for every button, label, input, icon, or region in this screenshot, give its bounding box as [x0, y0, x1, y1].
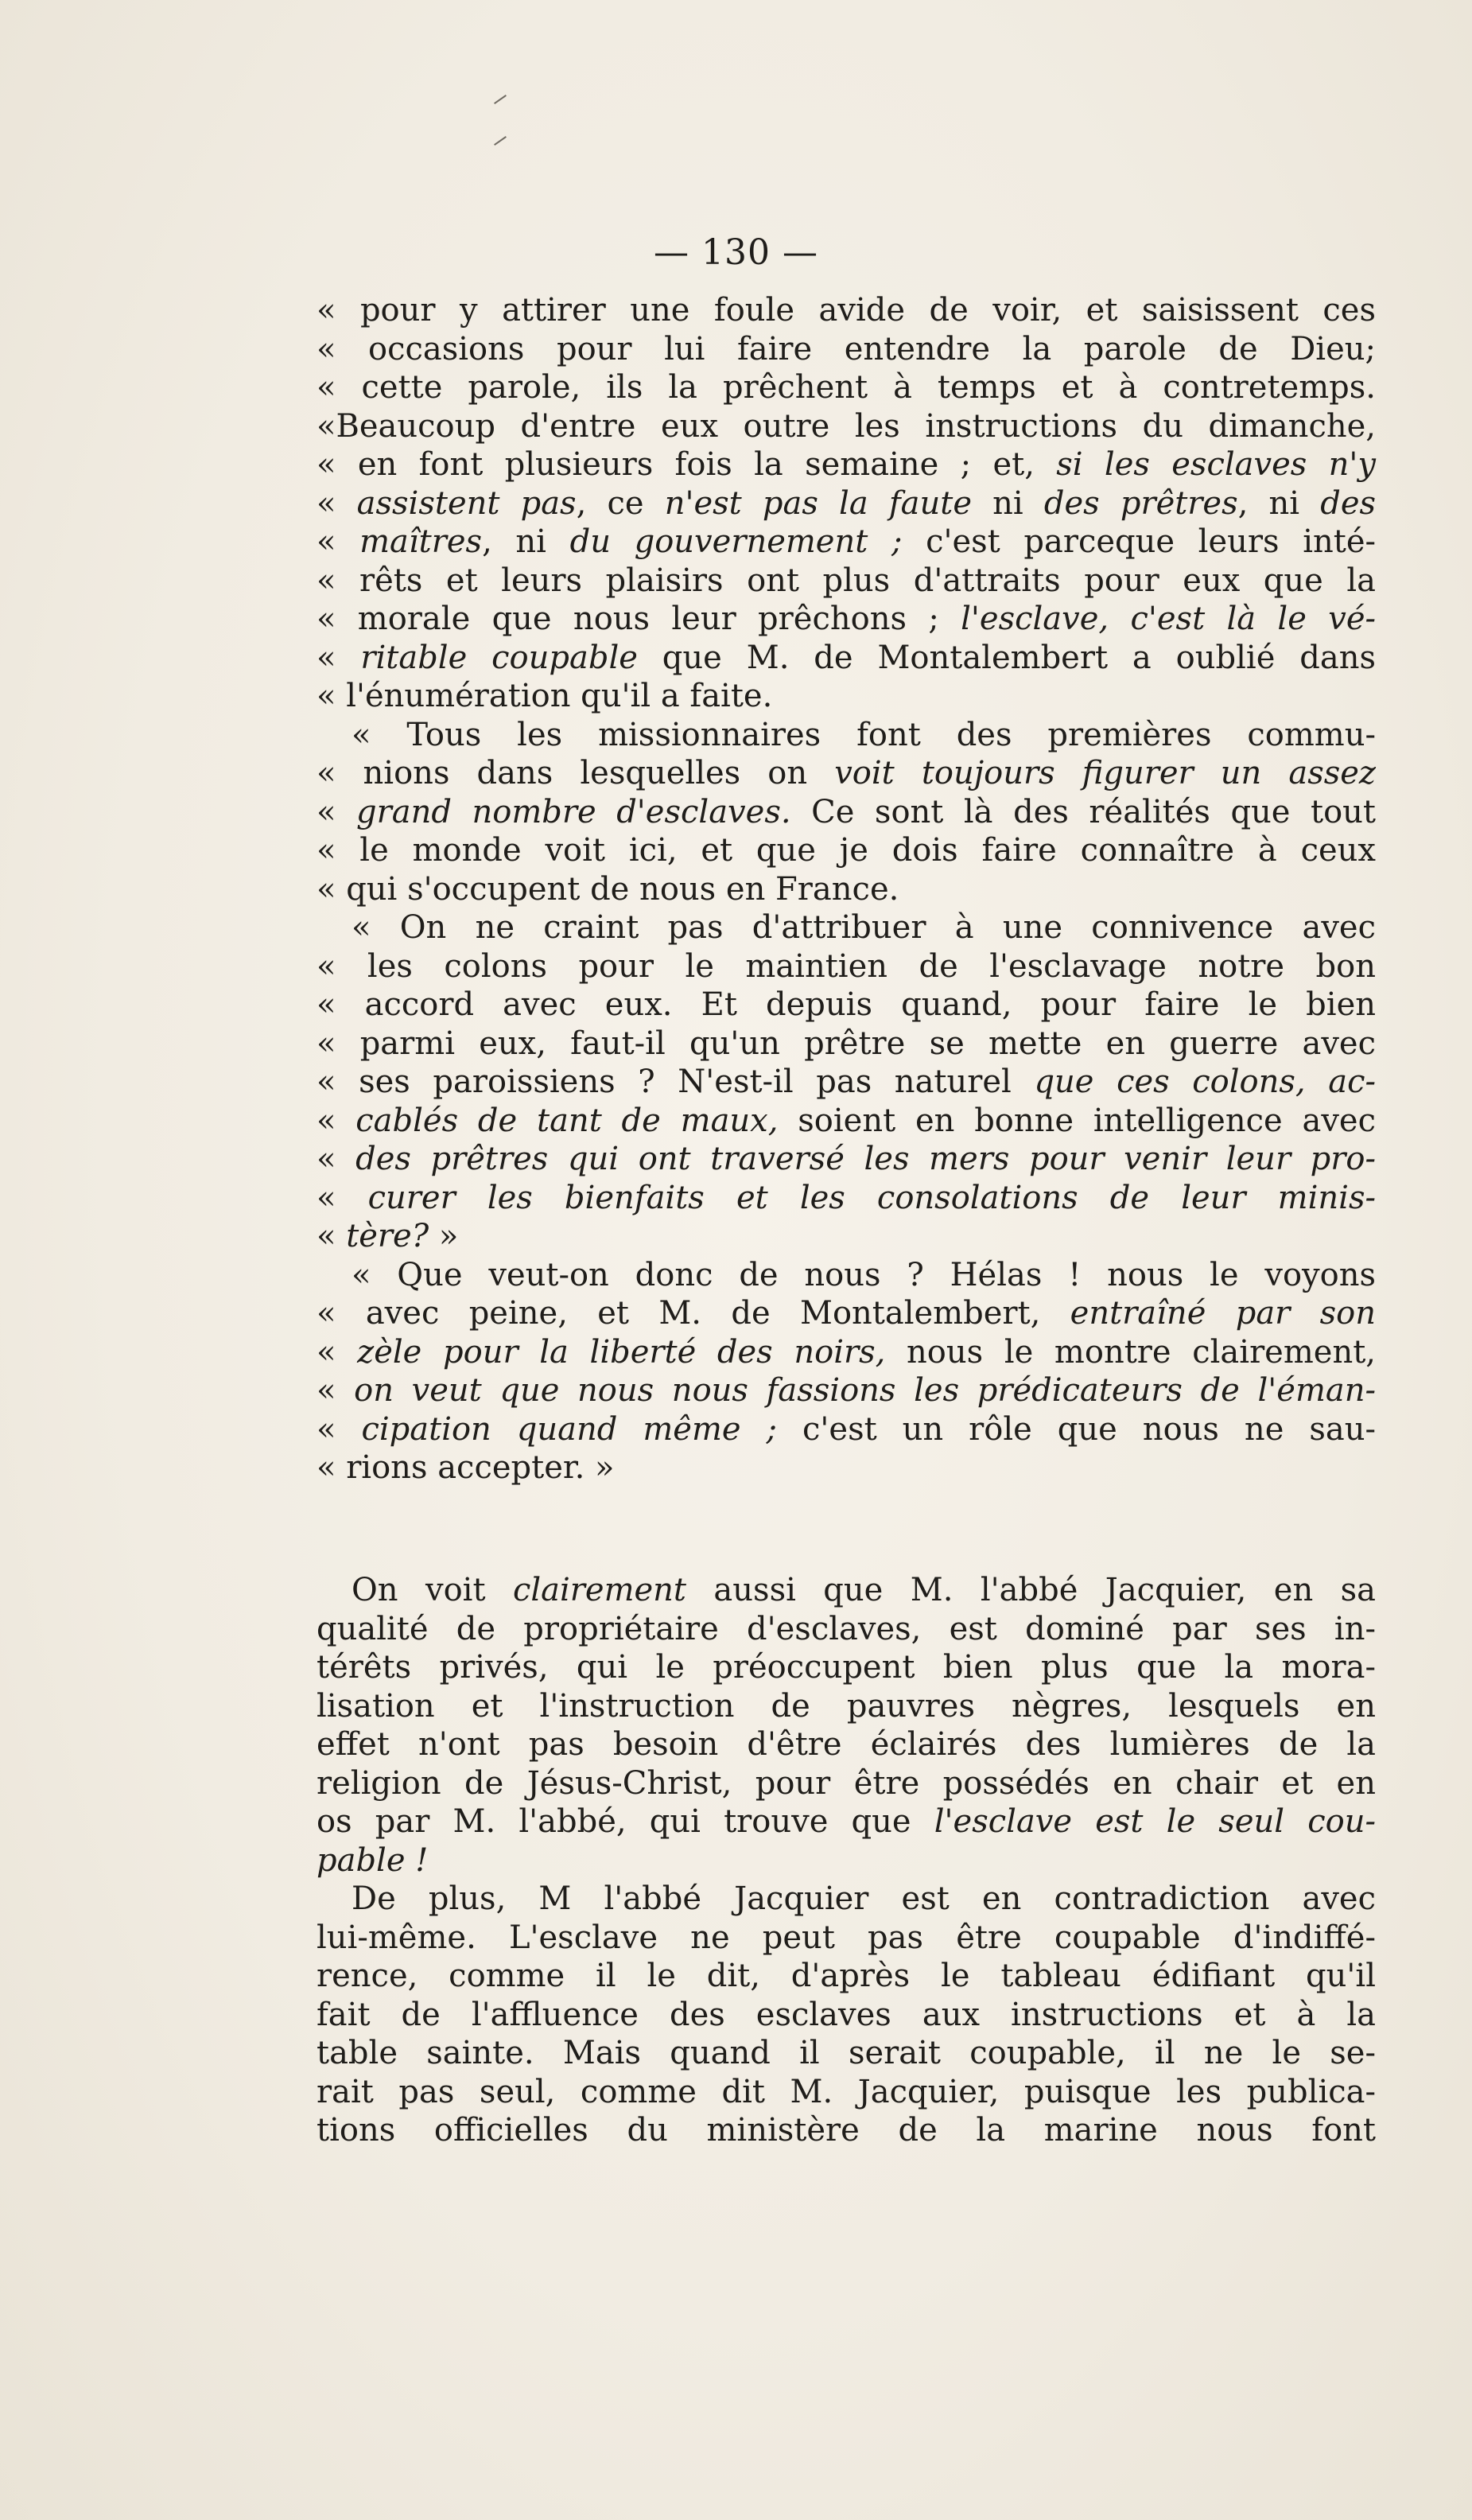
text-line — [317, 1648, 1376, 1687]
italic-text: clairement — [512, 1572, 687, 1608]
text-run: « Tous les missionnaires font des premières commu- — [351, 716, 1376, 753]
text-run: ni — [972, 484, 1044, 522]
quote-line — [317, 368, 1376, 407]
text-run: « — [317, 793, 357, 830]
text-run: que M. de Montalembert a oublié dans — [637, 639, 1376, 676]
text-run: os par M. l'abbé, qui trouve que — [317, 1803, 934, 1840]
text-run: table sainte. Mais quand il serait coupable, il ne le se- — [317, 2035, 1376, 2071]
quote-line — [317, 1179, 1376, 1218]
quote-line — [317, 600, 1376, 639]
quote-line — [317, 562, 1376, 601]
text-run: « — [317, 1218, 347, 1254]
text-run: « — [317, 1179, 368, 1216]
text-line — [317, 1957, 1376, 1996]
text-line — [317, 1802, 1376, 1841]
text-run: « en font plusieurs fois la semaine ; et, — [317, 446, 1057, 483]
page-mark — [494, 136, 507, 146]
text-run: « cette parole, ils la prêchent à temps et à contretemps. — [317, 369, 1376, 406]
italic-text: on veut que nous nous fassions les prédicateurs de l'éman- — [354, 1372, 1377, 1409]
text-line — [317, 1841, 1376, 1880]
text-run: « morale que nous leur prêchons ; — [317, 601, 961, 637]
italic-text: voit toujours figurer un assez — [834, 755, 1377, 791]
italic-text: des prêtres — [1043, 484, 1238, 522]
text-line — [317, 1764, 1376, 1803]
text-run: « avec peine, et M. de Montalembert, — [317, 1295, 1070, 1332]
text-run: « le monde voit ici, et que je dois faire connaître à ceux — [317, 832, 1376, 869]
quote-line — [317, 1140, 1376, 1179]
text-run: lisation et l'instruction de pauvres nègres, lesquels en — [317, 1687, 1376, 1725]
text-run: rence, comme il le dit, d'après le tableau édifiant qu'il — [317, 1958, 1376, 1994]
text-run: « ses paroissiens ? N'est-il pas naturel — [317, 1064, 1035, 1100]
quote-line — [317, 291, 1376, 330]
text-run: « l'énumération qu'il a faite. — [317, 678, 773, 714]
quote-line — [317, 1410, 1376, 1449]
text-run: « qui s'occupent de nous en France. — [317, 870, 899, 908]
italic-text: maîtres — [359, 523, 483, 560]
text-run: c'est parceque leurs inté- — [902, 523, 1377, 560]
quote-line — [317, 947, 1376, 986]
quote-line — [317, 407, 1376, 446]
text-run: De plus, M l'abbé Jacquier est en contradiction avec — [351, 1880, 1376, 1917]
text-run: c'est un rôle que nous ne sau- — [777, 1410, 1376, 1448]
quote-line — [317, 1217, 1376, 1256]
italic-text: ritable coupable — [360, 639, 638, 676]
quote-line — [317, 754, 1376, 793]
text-run: « pour y attirer une foule avide de voir, et saisissent ces — [317, 292, 1376, 329]
text-run: « — [317, 1102, 356, 1139]
italic-text: zèle pour la liberté des noirs, — [357, 1333, 886, 1371]
text-line — [317, 1610, 1376, 1649]
text-run: , ni — [482, 523, 570, 560]
italic-text: des prêtres qui ont traversé les mers pour venir leur pro- — [355, 1141, 1377, 1177]
italic-text: l'esclave est le seul cou- — [934, 1803, 1376, 1840]
quote-line — [317, 1371, 1376, 1410]
text-run: soient en bonne intelligence avec — [778, 1102, 1376, 1139]
text-run: « parmi eux, faut-il qu'un prêtre se mette en guerre avec — [317, 1025, 1376, 1062]
quote-line — [317, 445, 1376, 484]
quote-line — [317, 870, 1376, 909]
text-run: effet n'ont pas besoin d'être éclairés des lumières de la — [317, 1726, 1376, 1763]
text-line — [317, 1919, 1376, 1958]
quote-line — [317, 1449, 1376, 1488]
italic-text: grand nombre d'esclaves. — [356, 793, 791, 830]
text-run: nous le montre clairement, — [885, 1333, 1377, 1371]
quote-line — [317, 716, 1376, 755]
quote-line — [317, 1063, 1376, 1102]
text-run: « occasions pour lui faire entendre la parole de Dieu; — [317, 330, 1376, 368]
text-line — [317, 1996, 1376, 2035]
italic-text: des — [1320, 484, 1377, 522]
italic-text: tère? — [346, 1218, 429, 1254]
text-run: lui-même. L'esclave ne peut pas être coupable d'indiffé- — [317, 1919, 1376, 1956]
text-line — [317, 1571, 1376, 1610]
italic-text: n'est pas la faute — [664, 484, 972, 522]
text-run: religion de Jésus-Christ, pour être possédés en chair et en — [317, 1764, 1376, 1802]
quote-line — [317, 523, 1376, 562]
text-run: , ce — [576, 484, 665, 522]
quote-line — [317, 330, 1376, 369]
italic-text: si les esclaves n'y — [1056, 446, 1376, 483]
text-run: » — [429, 1218, 459, 1254]
text-run: « — [317, 484, 357, 522]
text-run: « les colons pour le maintien de l'esclavage notre bon — [317, 947, 1376, 985]
text-run: « — [317, 1372, 355, 1409]
text-run: « — [317, 1333, 358, 1371]
text-run: « — [317, 1141, 356, 1177]
text-run: , ni — [1237, 484, 1321, 522]
italic-text: que ces colons, ac- — [1034, 1064, 1376, 1100]
text-run: On voit — [351, 1572, 513, 1608]
italic-text: curer les bienfaits et les consolations de leur minis- — [367, 1179, 1377, 1216]
quote-line — [317, 1256, 1376, 1295]
text-run: « accord avec eux. Et depuis quand, pour faire le bien — [317, 986, 1376, 1023]
italic-text: l'esclave, c'est là le vé- — [961, 601, 1376, 637]
italic-text: pable ! — [317, 1841, 429, 1879]
text-line — [317, 1725, 1376, 1764]
text-run: « On ne craint pas d'attribuer à une connivence avec — [351, 909, 1376, 946]
quote-line — [317, 1025, 1376, 1064]
text-line — [317, 2034, 1376, 2073]
text-run: « — [317, 639, 361, 676]
italic-text: assistent pas — [356, 484, 577, 522]
text-run: « rêts et leurs plaisirs ont plus d'attraits pour eux que la — [317, 562, 1376, 599]
quoted-passage — [317, 291, 1376, 1488]
page-number: — 130 — — [654, 232, 818, 273]
quote-line — [317, 1294, 1376, 1333]
text-run: « rions accepter. » — [317, 1449, 615, 1486]
text-run: fait de l'affluence des esclaves aux instructions et à la — [317, 1996, 1376, 2033]
text-line — [317, 1687, 1376, 1726]
quote-line — [317, 831, 1376, 870]
text-run: « nions dans lesquelles on — [317, 755, 835, 791]
text-line — [317, 2073, 1376, 2112]
text-run: tions officielles du ministère de la marine nous font — [317, 2112, 1376, 2149]
text-run: Ce sont là des réalités que tout — [790, 793, 1377, 830]
text-run: rait pas seul, comme dit M. Jacquier, puisque les publica- — [317, 2073, 1376, 2110]
quote-line — [317, 1102, 1376, 1141]
text-run: « — [317, 523, 360, 560]
italic-text: du gouvernement ; — [569, 523, 903, 560]
text-run: térêts privés, qui le préoccupent bien plus que la mora- — [317, 1649, 1376, 1686]
text-run: « Que veut-on donc de nous ? Hélas ! nous le voyons — [351, 1256, 1376, 1293]
page-mark — [494, 95, 507, 104]
quote-line — [317, 986, 1376, 1025]
text-run: « — [317, 1410, 362, 1448]
text-run: qualité de propriétaire d'esclaves, est dominé par ses in- — [317, 1610, 1376, 1647]
text-run: «Beaucoup d'entre eux outre les instructions du dimanche, — [317, 407, 1376, 445]
italic-text: cipation quand même ; — [361, 1410, 778, 1448]
text-run: aussi que M. l'abbé Jacquier, en sa — [686, 1572, 1376, 1608]
text-line — [317, 1880, 1376, 1919]
quote-line — [317, 793, 1376, 832]
quote-line — [317, 908, 1376, 947]
quote-line — [317, 639, 1376, 678]
quote-line — [317, 1333, 1376, 1372]
body-paragraphs — [317, 1571, 1376, 2150]
italic-text: entraîné par son — [1070, 1295, 1377, 1332]
quote-line — [317, 677, 1376, 716]
text-line — [317, 2111, 1376, 2150]
quote-line — [317, 484, 1376, 523]
italic-text: cablés de tant de maux, — [355, 1102, 779, 1139]
